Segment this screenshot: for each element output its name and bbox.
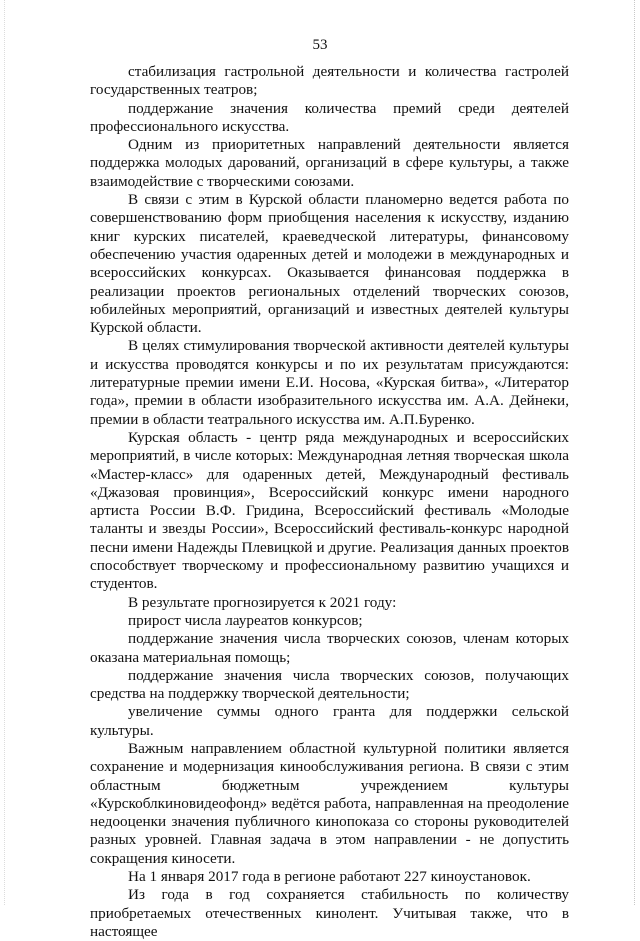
list-item: поддержание значения числа творческих союзов, членам которых оказана материальная помощь; — [90, 630, 569, 666]
scan-edge-left — [4, 0, 5, 905]
paragraph: стабилизация гастрольной деятельности и количества гастролей государственных театров; — [90, 63, 569, 99]
paragraph: В связи с этим в Курской области планомерно ведется работа по совершенствованию форм приобщения населения к искусству, изданию книг курских писателей, краеведческой литературы, финансовому обеспечению участия одаренных детей и молодежи в международных и всероссийских конкурсах. Оказывается финансовая поддержка в реализации проектов региональных отделений творческих союзов, юбилейных мероприятий, организаций и известных деятелей культуры Курской области. — [90, 191, 569, 337]
list-item: увеличение суммы одного гранта для поддержки сельской культуры. — [90, 703, 569, 739]
document-body — [90, 63, 569, 941]
paragraph: На 1 января 2017 года в регионе работают 227 киноустановок. — [128, 868, 531, 886]
page-number: 53 — [312, 37, 328, 53]
list-item: поддержание значения числа творческих союзов, получающих средства на поддержку творческой деятельности; — [90, 666, 569, 703]
paragraph: Важным направлением областной культурной политики является сохранение и модернизация кинообслуживания региона. В связи с этим областным бюджетным учреждением культуры «Курскоблкиновидеофонд» ведётся работа, направленная на преодоление недооценки значения публичного кинопоказа со стороны руководителей разных уровней. Главная задача в этом направлении - не допустить сокращения киносети. — [90, 739, 569, 867]
paragraph: Одним из приоритетных направлений деятельности является поддержка молодых дарований, организаций в сфере культуры, а также взаимодействие с творческими союзами. — [90, 136, 569, 190]
paragraph: Курская область - центр ряда международных и всероссийских мероприятий, в числе которых: Международная летняя творческая школа «Мастер-класс» для одаренных детей, Международный фестиваль «Джазовая провинция», Всероссийский конкурс имени народного артиста России В.Ф. Гридина, Всероссийский фестиваль «Молодые таланты и звезды России», Всероссийский фестиваль-конкурс народной песни имени Надежды Плевицкой и другие. Реализация данных проектов способствует творческому и профессиональному развитию учащихся и студентов. — [90, 428, 569, 593]
list-item: прирост числа лауреатов конкурсов; — [128, 611, 363, 629]
paragraph: В результате прогнозируется к 2021 году: — [128, 593, 397, 611]
paragraph: поддержание значения количества премий среди деятелей профессионального искусства. — [90, 99, 569, 135]
paragraph: Из года в год сохраняется стабильность по количеству приобретаемых отечественных кинолент. Учитывая также, что в настоящее — [90, 886, 569, 940]
paragraph: В целях стимулирования творческой активности деятелей культуры и искусства проводятся конкурсы и по их результатам присуждаются: литературные премии имени Е.И. Носова, «Курская битва», «Литератор года», премии в области изобразительного искусства им. А.А. Дейнеки, премии в области театрального искусства им. А.П.Буренко. — [90, 337, 569, 428]
scan-edge-right — [634, 0, 635, 905]
